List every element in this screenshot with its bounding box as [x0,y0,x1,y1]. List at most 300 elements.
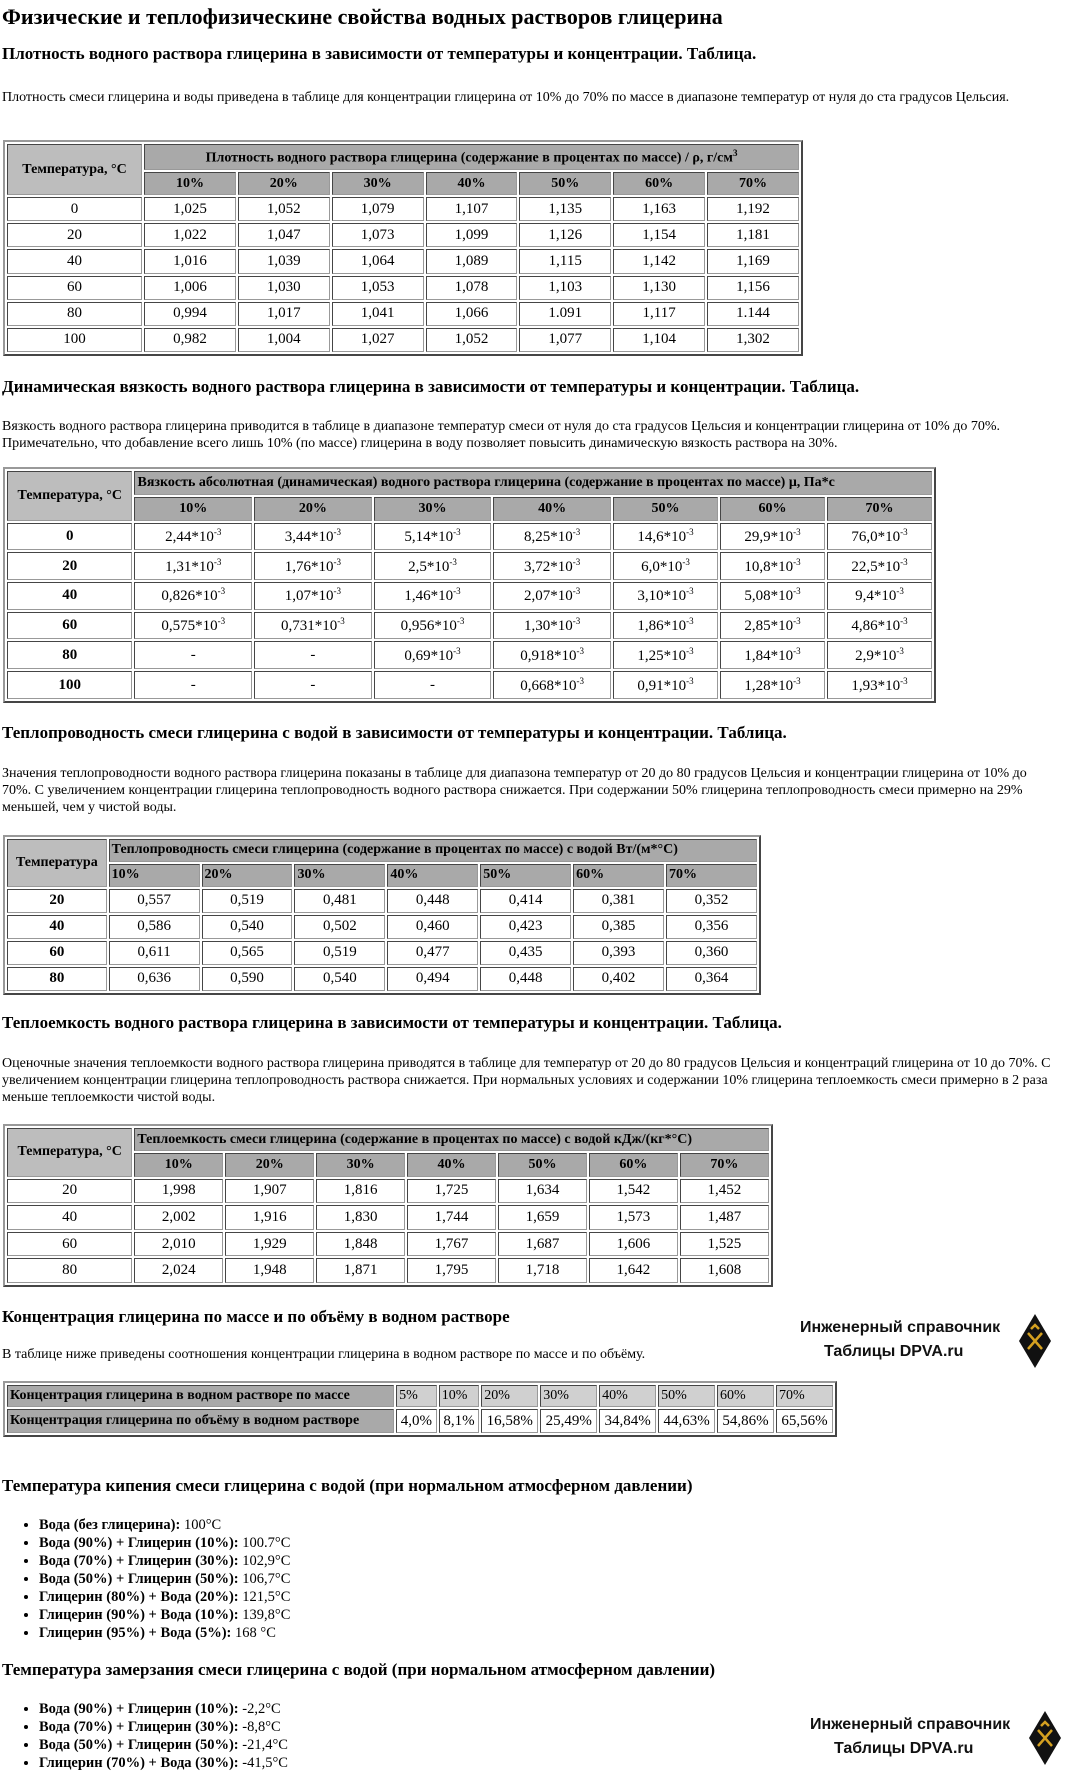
cell-exponent: -3 [333,586,342,597]
table-cell [426,249,518,273]
cell-value: 1,816 [343,1182,378,1199]
table-cell [573,889,664,913]
cell-value: 1,025 [173,200,207,217]
cell-value: 1,107 [454,200,489,217]
table-cell: 40% [599,1385,656,1407]
cell-value: 1,052 [266,200,301,217]
list-item [39,1588,290,1606]
table-cell [225,1258,314,1283]
cell-value: 0,393 [601,944,636,961]
table-cell [519,197,611,221]
cell-value: 1,31*10 [165,558,214,575]
table-cell [109,915,200,939]
cell-value: 0,982 [173,331,207,348]
cell-exponent: -3 [686,526,694,537]
column-header: 10% [109,864,200,887]
cell-value: 1,916 [252,1208,287,1225]
table-row [7,889,757,913]
table-cell [407,1232,496,1257]
table-cell [707,328,799,352]
cell-value: 1,004 [266,331,301,348]
cell-value: 1,079 [360,200,395,217]
row-temperature [7,1179,132,1204]
table-cell [707,302,799,326]
row-label: Концентрация глицерина в водном растворе по массе [7,1385,394,1407]
table-cell: 10% [439,1385,480,1407]
table-row [7,582,932,610]
table-cell [316,1258,405,1283]
table-row [7,1385,833,1407]
cell-value: 20 [62,1182,78,1199]
cell-value: 3,44*10 [284,528,334,545]
heat-capacity-table [3,1124,773,1287]
cell-value: 22,5*10 [851,558,901,575]
cell-exponent: -3 [686,616,694,627]
cell-value: 80 [62,646,78,663]
cell-value: 20 [67,226,83,243]
cell-value: 40 [62,1208,78,1225]
concentration-heading: Концентрация глицерина по массе и по объёму в водном растворе [2,1307,510,1326]
table-cell [613,197,705,221]
dpva-logo [800,1311,1060,1381]
conductivity-text: Значения теплопроводности водного раствора глицерина показаны в таблице для диапазона температур от 20 до 80 градусов Цельсия и концентрации глицерина от 10% до 70%. С увеличением концентрации глицерина теплопроводность водного раствора снижается. При содержании 50% глицерина теплопроводность смеси примерно на 29% меньшей, чем у чистой воды. [2,766,1027,815]
conductivity-table [3,835,761,995]
table-cell [144,328,236,352]
list-item-value: 102,9°С [238,1553,291,1569]
list-item-label: Глицерин (70%) + Вода (30%): [39,1755,239,1771]
cell-value: 1,871 [343,1262,378,1279]
table-row [7,941,757,965]
cell-value: 1,767 [434,1235,469,1252]
cell-value: 2,07*10 [524,588,573,605]
table-cell [519,302,611,326]
table-row [7,915,757,939]
cell-value: 1,718 [525,1262,560,1279]
table-cell [493,612,611,640]
cell-value: 4,86*10 [851,618,901,635]
cell-exponent: -3 [217,616,226,627]
concentration-text: В таблице ниже приведены соотношения концентрации глицерина в водном растворе по массе и по объёму. [2,1347,646,1362]
column-header: 50% [498,1153,587,1176]
column-header: 70% [827,497,932,521]
cell-value: 0,381 [601,892,636,909]
cell-value: 1,078 [454,279,489,296]
row-temperature [7,523,132,551]
cell-value: 1,041 [360,305,395,322]
cell-exponent: -3 [576,645,585,656]
cell-value: 2,5*10 [408,558,450,575]
table-cell: 60% [717,1385,774,1407]
row-header: Температура, °С [7,1128,132,1177]
cell-value: 0,364 [694,970,729,987]
cell-value: 1,052 [454,331,489,348]
cell-exponent: -3 [453,586,461,597]
column-header: 60% [613,172,705,195]
cell-value: - [310,646,316,663]
table-cell [374,582,492,610]
cell-value: 1,163 [642,200,676,217]
group-header [134,471,932,495]
cell-value: 1,525 [707,1235,742,1252]
table-cell [573,941,664,965]
list-item-value: 100.7°С [238,1535,291,1551]
cell-exponent: -3 [453,526,461,537]
table-cell: 8,1% [439,1409,480,1433]
list-item-label: Вода (90%) + Глицерин (10%): [39,1701,239,1717]
cell-value: 1,192 [736,200,770,217]
table-cell [613,523,718,551]
group-header-text: Вязкость абсолютная (динамическая) водного раствора глицерина (содержание в процентах по массе) μ, Па*с [137,474,835,490]
table-cell [498,1205,587,1230]
table-cell [134,1258,223,1283]
table-cell [202,941,293,965]
table-cell [519,249,611,273]
column-header: 70% [666,864,757,887]
cell-value: 2,010 [161,1235,196,1252]
list-item [39,1534,290,1552]
row-temperature [7,1232,132,1257]
cell-value: 1,104 [642,331,676,348]
cell-exponent: -3 [793,586,801,597]
list-item-value: 100°С [180,1517,222,1533]
row-header: Температура, °С [7,471,132,521]
viscosity-table [3,467,936,703]
cell-value: 1,573 [616,1208,651,1225]
cell-value: 1,066 [454,305,489,322]
cell-exponent: -3 [686,586,694,597]
cell-value: 0,69*10 [404,647,454,664]
list-item [39,1718,288,1736]
table-cell [254,641,372,669]
table-row [7,671,932,699]
cell-exponent: -3 [337,616,345,627]
logo-line-2: Таблицы DPVA.ru [834,1740,974,1757]
cell-value: - [430,676,436,693]
cell-value: 1,608 [707,1262,742,1279]
table-cell: 44,63% [658,1409,715,1433]
cell-value: 0,352 [694,892,729,909]
table-cell: 30% [540,1385,597,1407]
list-item [39,1736,288,1754]
table-cell [134,671,252,699]
table-row [7,641,932,669]
cell-value: 40 [67,252,83,269]
cell-value: 1,077 [548,331,583,348]
cell-value: 0,540 [323,970,357,987]
row-temperature [7,941,107,965]
column-header: 40% [493,497,611,521]
row-temperature [7,582,132,610]
table-cell [202,889,293,913]
cell-exponent: -3 [900,616,908,627]
table-row [7,552,932,580]
cell-value: 1,998 [161,1182,196,1199]
cell-value: 0,460 [415,918,450,935]
heat-capacity-text: Оценочные значения теплоемкости водного раствора глицерина приводятся в таблице для температур от 20 до 80 градусов Цельсия и концентраций глицерина от 10 до 70%. С увеличением концентрации глицерина теплопроводность раствора снижается. При нормальных условиях и содержании 10% глицерина теплоемкость смеси примерно в 2 раза меньше теплоемкости чистой воды. [2,1056,1051,1105]
cell-value: - [190,676,196,693]
cell-value: 60 [62,1235,78,1252]
cell-exponent: -3 [900,556,908,567]
cell-exponent: -3 [453,645,461,656]
concentration-table [3,1381,837,1437]
table-cell [720,523,825,551]
cell-value: 3,72*10 [524,558,573,575]
row-header: Температура, °С [7,144,142,195]
table-cell [827,671,932,699]
cell-value: 1,07*10 [284,588,334,605]
cell-value: 1,744 [434,1208,469,1225]
cell-value: 1,795 [434,1262,469,1279]
list-item-value: 139,8°С [238,1607,291,1623]
table-cell [254,612,372,640]
table-cell [493,641,611,669]
table-cell [827,582,932,610]
table-cell [519,223,611,247]
cell-exponent: -3 [456,616,465,627]
list-item-label: Вода (50%) + Глицерин (50%): [39,1737,239,1753]
table-cell [225,1205,314,1230]
cell-value: 80 [49,970,65,987]
table-cell [613,671,718,699]
viscosity-heading: Динамическая вязкость водного раствора глицерина в зависимости от температуры и концентрации. Таблица. [2,377,860,396]
cell-value: 8,25*10 [524,528,573,545]
cell-value: 0 [70,200,79,217]
table-cell [426,276,518,300]
column-header: 40% [407,1153,496,1176]
table-cell [666,967,757,991]
table-cell [238,328,330,352]
cell-exponent: -3 [333,556,342,567]
cell-exponent: -3 [793,556,801,567]
row-temperature [7,1258,132,1283]
table-row [7,249,799,273]
cell-value: 1,156 [736,279,770,296]
cell-value: 0,668*10 [520,677,577,694]
table-cell: 16,58% [481,1409,538,1433]
row-temperature [7,612,132,640]
row-header: Температура [7,839,107,887]
table-cell [426,223,518,247]
cell-value: 80 [67,305,83,322]
table-cell [707,249,799,273]
cell-value: 1,027 [360,331,395,348]
column-header: 50% [613,497,718,521]
table-cell [144,302,236,326]
group-header [144,144,799,170]
list-item-label: Вода (без глицерина): [39,1517,181,1533]
cell-value: 1,142 [642,252,676,269]
cell-value: 20 [62,557,78,574]
table-cell [238,302,330,326]
column-header: 40% [387,864,478,887]
column-header: 20% [202,864,293,887]
table-cell [493,582,611,610]
cell-value: 1.091 [548,305,583,322]
table-cell [493,523,611,551]
table-cell [498,1179,587,1204]
table-row [7,328,799,352]
group-header-text: Теплоемкость смеси глицерина (содержание в процентах по массе) с водой кДж/(кг*°С) [137,1131,693,1147]
row-label: Концентрация глицерина по объёму в водном растворе [7,1409,394,1433]
cell-value: 0,435 [508,944,543,961]
cell-value: 0,918*10 [520,647,577,664]
table-cell [254,523,372,551]
cell-value: 1,089 [454,252,489,269]
column-header: 30% [294,864,385,887]
cell-value: 1,76*10 [284,558,334,575]
logo-line-1: Инженерный справочник [810,1716,1011,1733]
cell-value: 1,907 [252,1182,287,1199]
column-header: 60% [573,864,664,887]
cell-value: 1,103 [548,279,583,296]
cell-value: 0,557 [137,892,171,909]
table-cell [680,1258,769,1283]
table-cell [519,276,611,300]
table-cell [707,223,799,247]
cell-value: 0,636 [137,970,171,987]
cell-value: 1,948 [252,1262,287,1279]
table-cell: 50% [658,1385,715,1407]
cell-value: 0,826*10 [161,588,218,605]
table-cell [720,641,825,669]
list-item [39,1552,290,1570]
column-header-row [7,864,757,887]
header-row [7,144,799,170]
table-row [7,1205,769,1230]
table-cell [407,1258,496,1283]
table-cell [144,223,236,247]
table-cell [294,941,385,965]
column-header: 10% [144,172,236,195]
table-cell [374,523,492,551]
table-cell [480,967,571,991]
cell-exponent: -3 [213,526,222,537]
table-cell [254,671,372,699]
row-temperature [7,552,132,580]
table-cell [407,1179,496,1204]
table-cell [519,328,611,352]
cell-value: 2,44*10 [165,528,214,545]
cell-value: 2,024 [161,1262,196,1279]
cell-value: 1,047 [266,226,301,243]
cell-value: 60 [67,279,83,296]
cell-value: 6,0*10 [641,558,683,575]
cell-exponent: -3 [333,526,342,537]
cell-value: 1,030 [266,279,301,296]
header-row [7,1128,769,1151]
cell-value: 1,642 [616,1262,651,1279]
cell-value: 0 [65,527,74,544]
table-cell [680,1179,769,1204]
cell-value: 1,93*10 [851,677,901,694]
table-cell [134,1205,223,1230]
cell-exponent: -3 [572,616,581,627]
table-row [7,1258,769,1283]
table-cell [589,1205,678,1230]
density-text: Плотность смеси глицерина и воды приведена в таблице для концентрации глицерина от 10% до 70% по массе в диапазоне температур от нуля до ста градусов Цельсия. [2,90,1010,105]
list-item-label: Глицерин (90%) + Вода (10%): [39,1607,239,1623]
table-cell [374,641,492,669]
table-cell [134,552,252,580]
cell-value: 0,956*10 [400,618,457,635]
cell-value: 0,994 [173,305,207,322]
cell-value: 0,423 [508,918,543,935]
list-item-label: Глицерин (95%) + Вода (5%): [39,1625,232,1641]
cell-value: 1,929 [252,1235,287,1252]
cell-value: 0,586 [137,918,171,935]
cell-value: 0,414 [508,892,543,909]
row-temperature [7,671,132,699]
group-header-sup: 3 [732,147,738,158]
table-cell [589,1258,678,1283]
table-cell [827,612,932,640]
viscosity-text: Вязкость водного раствора глицерина приводится в таблице в диапазоне температур смеси от нуля до ста градусов Цельсия и концентрации глицерина от 10% до 70%. Примечательно, что добавление всего лишь 10% (по массе) глицерина в воду позволяет повысить динамическую вязкость раствора на 30%. [2,419,1001,451]
logo-line-1: Инженерный справочник [800,1319,1001,1336]
cell-exponent: -3 [572,526,581,537]
table-row [7,302,799,326]
cell-value: 1,115 [548,252,582,269]
cell-value: 0,481 [323,892,357,909]
table-row [7,612,932,640]
cell-value: 1,542 [616,1182,651,1199]
table-cell [109,967,200,991]
table-cell: 5% [396,1385,437,1407]
column-header-row [7,497,932,521]
list-item-value: 168 °С [231,1625,276,1641]
table-cell [294,889,385,913]
cell-value: 1,022 [173,226,207,243]
cell-value: 0,575*10 [161,618,218,635]
cell-value: 0,590 [230,970,264,987]
table-cell [332,276,424,300]
cell-value: 1,28*10 [744,677,794,694]
table-cell [332,249,424,273]
cell-exponent: -3 [793,526,801,537]
cell-value: 2,85*10 [744,618,794,635]
cell-value: 1,126 [548,226,583,243]
table-cell: 65,56% [776,1409,833,1433]
table-row [7,1409,833,1433]
column-header: 50% [519,172,611,195]
cell-value: 20 [49,892,65,909]
table-cell [294,967,385,991]
list-item-label: Глицерин (80%) + Вода (20%): [39,1589,239,1605]
cell-value: - [190,646,196,663]
table-cell [238,276,330,300]
table-row [7,197,799,221]
table-cell [316,1232,405,1257]
cell-exponent: -3 [213,556,222,567]
table-cell [680,1232,769,1257]
table-row [7,523,932,551]
cell-value: 1,073 [360,226,395,243]
cell-value: 1,016 [173,252,207,269]
table-cell [225,1179,314,1204]
column-header: 40% [426,172,518,195]
table-cell [426,197,518,221]
table-cell [613,582,718,610]
table-cell [387,967,478,991]
table-cell [134,612,252,640]
table-cell [613,641,718,669]
table-cell [238,223,330,247]
table-cell [666,915,757,939]
column-header: 20% [238,172,330,195]
row-temperature [7,249,142,273]
column-header: 60% [589,1153,678,1176]
density-table [3,140,803,356]
row-temperature [7,889,107,913]
